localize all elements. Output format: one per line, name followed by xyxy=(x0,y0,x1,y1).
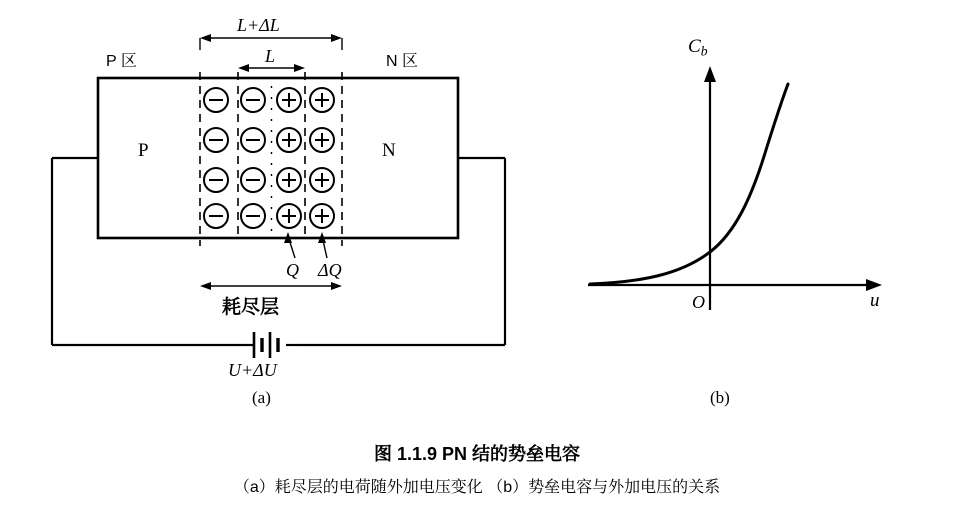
block-n-label: N xyxy=(382,140,396,161)
region-n-label: N 区 xyxy=(386,53,419,70)
charge-delta-q-label: ΔQ xyxy=(318,260,342,280)
dim-depletion-arrow-right xyxy=(331,282,342,290)
diagram-b-svg xyxy=(540,0,954,420)
origin-label: O xyxy=(692,292,705,312)
panel-a-label: (a) xyxy=(252,388,271,407)
dim-depletion-arrow-left xyxy=(200,282,211,290)
charge-positive xyxy=(310,168,334,192)
y-axis-arrow xyxy=(704,66,716,82)
source-voltage-label: U+ΔU xyxy=(228,360,277,380)
diagram-b-container xyxy=(540,0,954,420)
charge-q-label: Q xyxy=(286,260,299,280)
charge-positive xyxy=(277,88,301,112)
block-p-label: P xyxy=(138,140,149,161)
dimension-outer-label: L+ΔL xyxy=(237,15,280,35)
y-axis-label-sub: b xyxy=(700,43,708,59)
charge-negative xyxy=(241,88,265,112)
region-p-label: P 区 xyxy=(106,53,137,70)
depletion-layer-label: 耗尽层 xyxy=(222,297,280,318)
charge-positive xyxy=(310,204,334,228)
dim-inner-arrow-left xyxy=(238,64,249,72)
y-axis-label-main: C xyxy=(688,36,701,57)
y-axis-label xyxy=(688,36,708,59)
charge-positive xyxy=(277,204,301,228)
x-axis-label: u xyxy=(870,290,880,311)
dimension-inner-label: L xyxy=(265,46,276,66)
capacitance-curve xyxy=(590,84,788,284)
charge-positive xyxy=(277,128,301,152)
charge-negative xyxy=(241,204,265,228)
charge-positive xyxy=(310,128,334,152)
diagram-a-container xyxy=(0,0,540,420)
figure-subtitle: （a）耗尽层的电荷随外加电压变化 （b）势垒电容与外加电压的关系 xyxy=(233,479,721,496)
figure-title: 图 1.1.9 PN 结的势垒电容 xyxy=(373,444,581,464)
charge-positive xyxy=(277,168,301,192)
dim-outer-arrow-right xyxy=(331,34,342,42)
charge-negative xyxy=(204,128,228,152)
charge-negative xyxy=(204,88,228,112)
charge-negative xyxy=(204,168,228,192)
dim-outer-arrow-left xyxy=(200,34,211,42)
charge-negative xyxy=(204,204,228,228)
charge-negative xyxy=(241,128,265,152)
panel-b-label: (b) xyxy=(710,388,730,407)
charge-positive xyxy=(310,88,334,112)
negative-charge-group xyxy=(204,88,265,228)
dim-inner-arrow-right xyxy=(294,64,305,72)
charge-negative xyxy=(241,168,265,192)
